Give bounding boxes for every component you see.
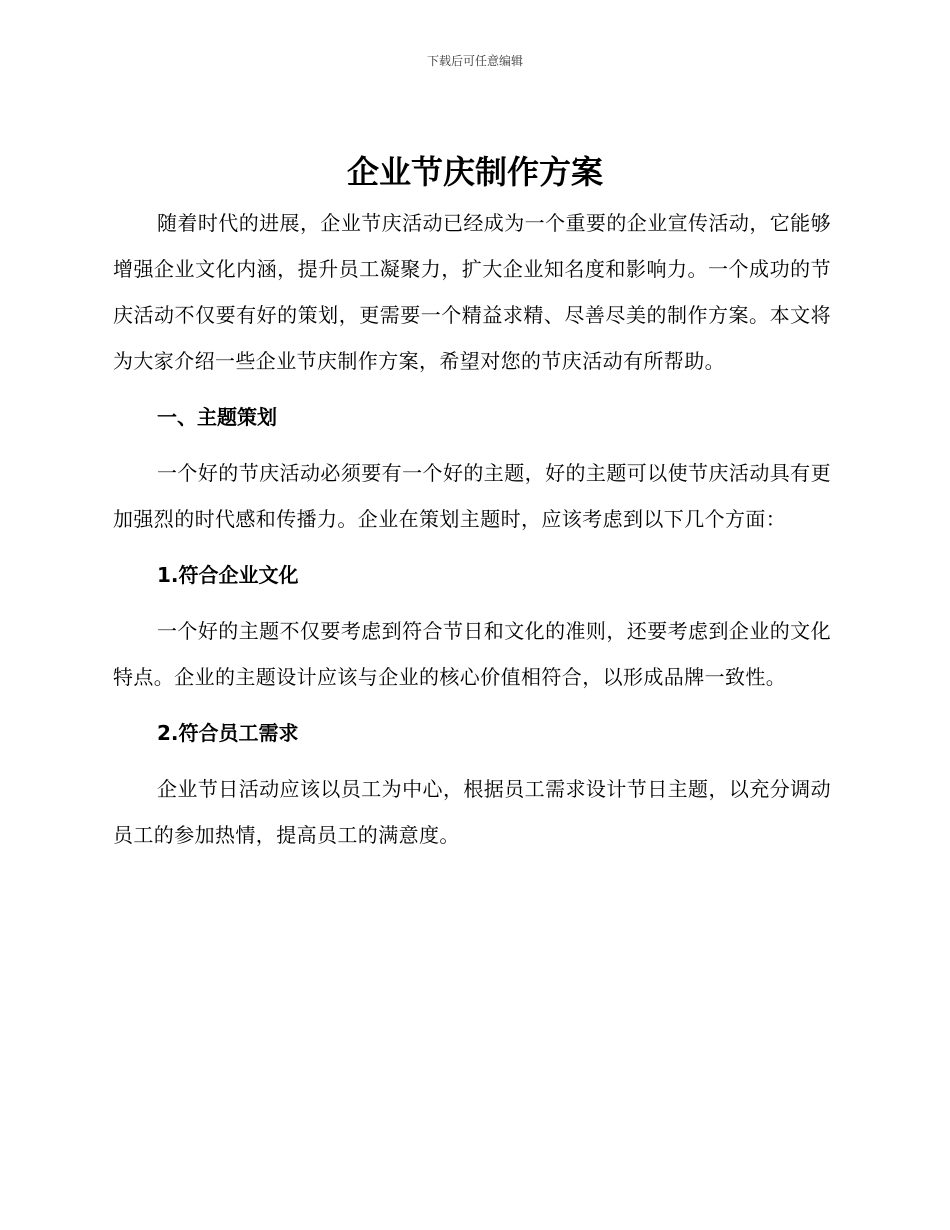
intro-paragraph: 随着时代的进展，企业节庆活动已经成为一个重要的企业宣传活动，它能够增强企业文化内涵，提升员工凝聚力，扩大企业知名度和影响力。一个成功的节庆活动不仅要有好的策划，更需要一个精益求精、尽善尽美的制作方案。本文将为大家介绍一些企业节庆制作方案，希望对您的节庆活动有所帮助。 [113,211,831,373]
subheading-corporate-culture: 1.符合企业文化 [157,563,299,587]
section-paragraph-theme-planning: 一个好的节庆活动必须要有一个好的主题，好的主题可以使节庆活动具有更加强烈的时代感和传播力。企业在策划主题时，应该考虑到以下几个方面： [113,461,831,531]
document-body [113,200,831,858]
section-heading-theme-planning: 一、主题策划 [157,405,277,429]
paragraph-employee-needs: 企业节日活动应该以员工为中心，根据员工需求设计节日主题，以充分调动员工的参加热情，提高员工的满意度。 [113,777,831,847]
paragraph-corporate-culture: 一个好的主题不仅要考虑到符合节日和文化的准则，还要考虑到企业的文化特点。企业的主题设计应该与企业的核心价值相符合，以形成品牌一致性。 [113,619,831,689]
document-title: 企业节庆制作方案 [346,153,603,191]
page-header-note: 下载后可任意编辑 [426,54,523,68]
subheading-employee-needs: 2.符合员工需求 [157,721,299,745]
